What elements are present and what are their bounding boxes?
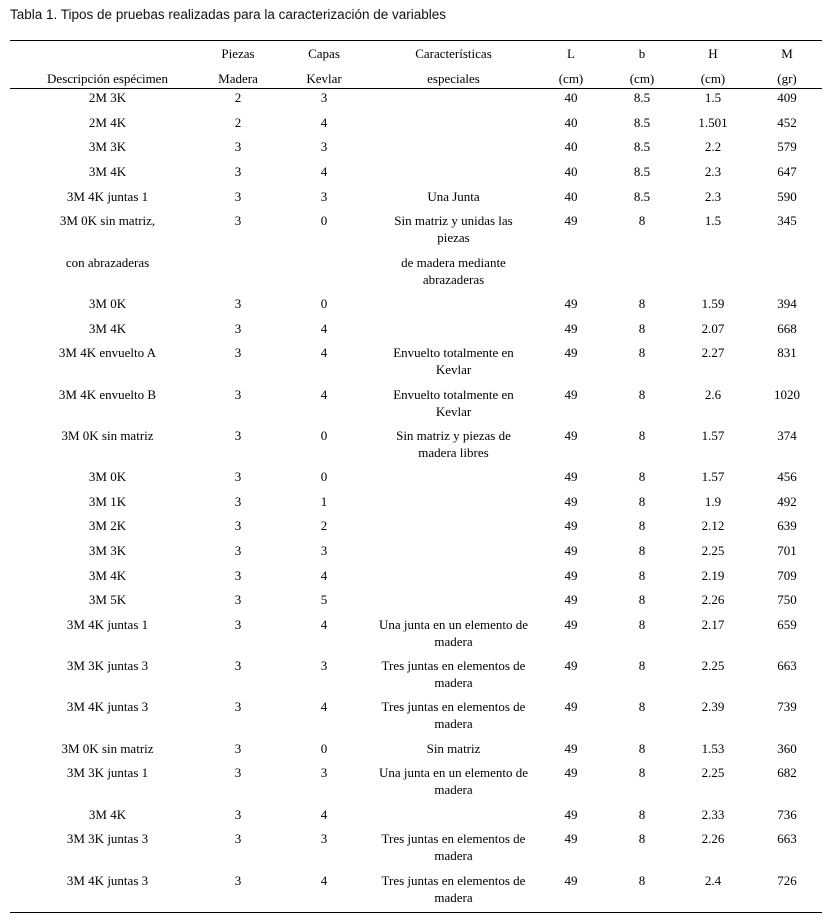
cell-descripcion: 3M 4K envuelto A [58,345,157,360]
cell-piezas: 3 [234,873,242,888]
cell-b: 8 [638,387,646,402]
cell-capas: 4 [320,345,328,360]
cell-M: 590 [777,189,797,204]
cell-capas: 4 [320,807,328,822]
cell-H: 1.501 [698,115,728,130]
cell-descripcion: 3M 0K sin matriz [61,741,154,756]
cell-H: 2.27 [701,345,725,360]
cell-b: 8 [638,658,646,673]
cell-H: 1.57 [701,428,725,443]
cell-capas: 4 [320,115,328,130]
cell-M: 639 [777,518,797,533]
cell-descripcion: 3M 4K juntas 1 [66,189,149,204]
cell-H: 2.17 [701,617,725,632]
header-H: H [708,46,718,61]
cell-descripcion: 3M 1K [88,494,127,509]
cell-M: 456 [777,469,797,484]
cell-M: 345 [777,213,797,228]
cell-caracteristicas: Tres juntas en elementos de madera [381,831,526,863]
cell-H: 1.9 [704,494,722,509]
cell-b: 8 [638,518,646,533]
cell-capas: 3 [320,139,328,154]
cell-caracteristicas: Sin matriz [426,741,481,756]
cell-capas: 0 [320,428,328,443]
cell-H: 2.25 [701,543,725,558]
cell-L: 49 [564,741,578,756]
cell-b: 8 [638,831,646,846]
cell-descripcion: 3M 3K [88,139,127,154]
cell-capas: 4 [320,387,328,402]
cell-caracteristicas: Tres juntas en elementos de madera [381,658,526,690]
cell-piezas: 3 [234,658,242,673]
cell-M: 663 [777,658,797,673]
cell-M: 668 [777,321,797,336]
cell-b: 8 [638,428,646,443]
cell-H: 1.53 [701,741,725,756]
cell-L: 49 [564,469,578,484]
cell-H: 2.25 [701,658,725,673]
cell-b: 8 [638,213,646,228]
cell-piezas: 3 [234,345,242,360]
header-M-unit: (gr) [777,71,797,86]
cell-H: 2.3 [704,189,722,204]
header-piezas: Piezas [221,46,255,61]
cell-H: 2.6 [704,387,722,402]
cell-piezas: 3 [234,387,242,402]
cell-M: 739 [777,699,797,714]
cell-piezas: 3 [234,428,242,443]
cell-b: 8 [638,321,646,336]
cell-caracteristicas: Sin matriz y piezas de madera libres [396,428,511,460]
cell-piezas: 3 [234,494,242,509]
cell-piezas: 3 [234,469,242,484]
cell-H: 2.07 [701,321,725,336]
cell-capas: 5 [320,592,328,607]
cell-descripcion: 3M 4K juntas 3 [66,873,149,888]
cell-L: 40 [564,139,578,154]
cell-descripcion: 3M 3K juntas 3 [66,658,149,673]
header-piezas-unit: Madera [218,71,258,86]
cell-L: 40 [564,189,578,204]
cell-b: 8 [638,568,646,583]
cell-b: 8.5 [633,164,651,179]
cell-L: 49 [564,873,578,888]
cell-caracteristicas: Sin matriz y unidas las piezas [394,213,513,245]
cell-piezas: 3 [234,592,242,607]
cell-H: 2.25 [701,765,725,780]
cell-b: 8 [638,469,646,484]
cell-L: 49 [564,518,578,533]
header-b-unit: (cm) [629,71,655,86]
cell-M: 374 [777,428,797,443]
cell-H: 2.39 [701,699,725,714]
cell-H: 1.5 [704,90,722,105]
cell-H: 2.33 [701,807,725,822]
cell-b: 8 [638,592,646,607]
cell-b: 8 [638,873,646,888]
cell-descripcion: 3M 4K juntas 3 [66,699,149,714]
cell-caracteristicas: Envuelto totalmente en Kevlar [393,387,514,419]
cell-b: 8 [638,345,646,360]
table-bottom-rule [10,912,822,913]
cell-L: 49 [564,494,578,509]
table-caption: Tabla 1. Tipos de pruebas realizadas para la caracterización de variables [10,7,447,22]
cell-piezas: 3 [234,617,242,632]
cell-piezas: 3 [234,164,242,179]
cell-piezas: 3 [234,518,242,533]
cell-descripcion: con abrazaderas [65,255,150,270]
cell-capas: 4 [320,699,328,714]
cell-piezas: 3 [234,741,242,756]
cell-descripcion: 3M 0K [88,469,127,484]
cell-capas: 3 [320,189,328,204]
cell-descripcion: 3M 0K sin matriz [61,428,154,443]
cell-M: 736 [777,807,797,822]
cell-capas: 3 [320,765,328,780]
cell-descripcion: 3M 4K [88,568,127,583]
cell-piezas: 3 [234,139,242,154]
header-L: L [567,46,575,61]
cell-capas: 3 [320,543,328,558]
cell-H: 1.5 [704,213,722,228]
cell-L: 49 [564,658,578,673]
cell-piezas: 3 [234,568,242,583]
cell-capas: 0 [320,296,328,311]
cell-M: 663 [777,831,797,846]
cell-descripcion: 3M 2K [88,518,127,533]
cell-M: 726 [777,873,797,888]
cell-capas: 0 [320,741,328,756]
cell-L: 49 [564,543,578,558]
cell-piezas: 3 [234,699,242,714]
cell-L: 49 [564,387,578,402]
cell-M: 701 [777,543,797,558]
cell-L: 49 [564,592,578,607]
cell-L: 49 [564,765,578,780]
cell-descripcion: 3M 4K [88,164,127,179]
cell-H: 2.3 [704,164,722,179]
cell-H: 2.2 [704,139,722,154]
cell-descripcion: 3M 5K [88,592,127,607]
cell-capas: 1 [320,494,328,509]
cell-piezas: 2 [234,115,242,130]
cell-descripcion: 3M 0K sin matriz, [59,213,156,228]
header-M: M [781,46,793,61]
cell-b: 8.5 [633,115,651,130]
cell-descripcion: 3M 3K juntas 1 [66,765,149,780]
cell-descripcion: 3M 3K [88,543,127,558]
cell-piezas: 2 [234,90,242,105]
table-top-rule [10,40,822,41]
cell-L: 49 [564,699,578,714]
cell-L: 49 [564,617,578,632]
cell-capas: 0 [320,213,328,228]
cell-H: 1.57 [701,469,725,484]
cell-b: 8 [638,617,646,632]
cell-L: 40 [564,90,578,105]
cell-capas: 4 [320,617,328,632]
header-caracteristicas: Características [415,46,492,61]
header-caracteristicas-2: especiales [427,71,480,86]
cell-descripcion: 3M 4K envuelto B [58,387,157,402]
cell-M: 682 [777,765,797,780]
cell-caracteristicas: de madera mediante abrazaderas [401,255,506,287]
header-descripcion: Descripción espécimen [47,71,168,86]
cell-descripcion: 3M 4K [88,321,127,336]
cell-b: 8 [638,494,646,509]
cell-b: 8 [638,543,646,558]
cell-capas: 4 [320,164,328,179]
cell-piezas: 3 [234,321,242,336]
cell-piezas: 3 [234,213,242,228]
cell-caracteristicas: Tres juntas en elementos de madera [381,873,526,905]
cell-capas: 2 [320,518,328,533]
cell-piezas: 3 [234,807,242,822]
cell-M: 394 [777,296,797,311]
cell-piezas: 3 [234,189,242,204]
cell-descripcion: 2M 4K [88,115,127,130]
cell-b: 8.5 [633,139,651,154]
cell-M: 709 [777,568,797,583]
cell-M: 647 [777,164,797,179]
cell-M: 409 [777,90,797,105]
cell-H: 2.26 [701,592,725,607]
cell-descripcion: 3M 4K juntas 1 [66,617,149,632]
cell-caracteristicas: Envuelto totalmente en Kevlar [393,345,514,377]
cell-descripcion: 2M 3K [88,90,127,105]
cell-H: 1.59 [701,296,725,311]
header-capas: Capas [308,46,340,61]
cell-M: 1020 [774,387,800,402]
cell-M: 360 [777,741,797,756]
cell-capas: 4 [320,321,328,336]
cell-capas: 4 [320,873,328,888]
cell-M: 831 [777,345,797,360]
header-L-unit: (cm) [558,71,584,86]
cell-M: 659 [777,617,797,632]
cell-capas: 4 [320,568,328,583]
cell-L: 49 [564,428,578,443]
header-H-unit: (cm) [700,71,726,86]
cell-L: 40 [564,164,578,179]
cell-L: 49 [564,345,578,360]
cell-M: 750 [777,592,797,607]
cell-M: 492 [777,494,797,509]
cell-L: 49 [564,296,578,311]
cell-L: 49 [564,321,578,336]
cell-capas: 3 [320,831,328,846]
cell-L: 49 [564,831,578,846]
cell-H: 2.26 [701,831,725,846]
cell-piezas: 3 [234,765,242,780]
cell-piezas: 3 [234,296,242,311]
cell-b: 8 [638,699,646,714]
cell-H: 2.19 [701,568,725,583]
cell-M: 452 [777,115,797,130]
cell-caracteristicas: Una Junta [427,189,480,204]
header-b: b [638,46,646,61]
cell-capas: 0 [320,469,328,484]
cell-capas: 3 [320,90,328,105]
cell-piezas: 3 [234,831,242,846]
cell-L: 49 [564,568,578,583]
cell-descripcion: 3M 0K [88,296,127,311]
cell-descripcion: 3M 4K [88,807,127,822]
cell-b: 8 [638,296,646,311]
cell-descripcion: 3M 3K juntas 3 [66,831,149,846]
cell-L: 40 [564,115,578,130]
cell-b: 8.5 [633,189,651,204]
cell-capas: 3 [320,658,328,673]
cell-b: 8 [638,741,646,756]
cell-L: 49 [564,213,578,228]
cell-b: 8.5 [633,90,651,105]
header-capas-unit: Kevlar [306,71,342,86]
cell-M: 579 [777,139,797,154]
cell-H: 2.4 [704,873,722,888]
cell-b: 8 [638,765,646,780]
cell-H: 2.12 [701,518,725,533]
cell-caracteristicas: Tres juntas en elementos de madera [381,699,526,731]
cell-piezas: 3 [234,543,242,558]
cell-b: 8 [638,807,646,822]
cell-caracteristicas: Una junta en un elemento de madera [378,617,529,649]
cell-caracteristicas: Una junta en un elemento de madera [378,765,529,797]
cell-L: 49 [564,807,578,822]
